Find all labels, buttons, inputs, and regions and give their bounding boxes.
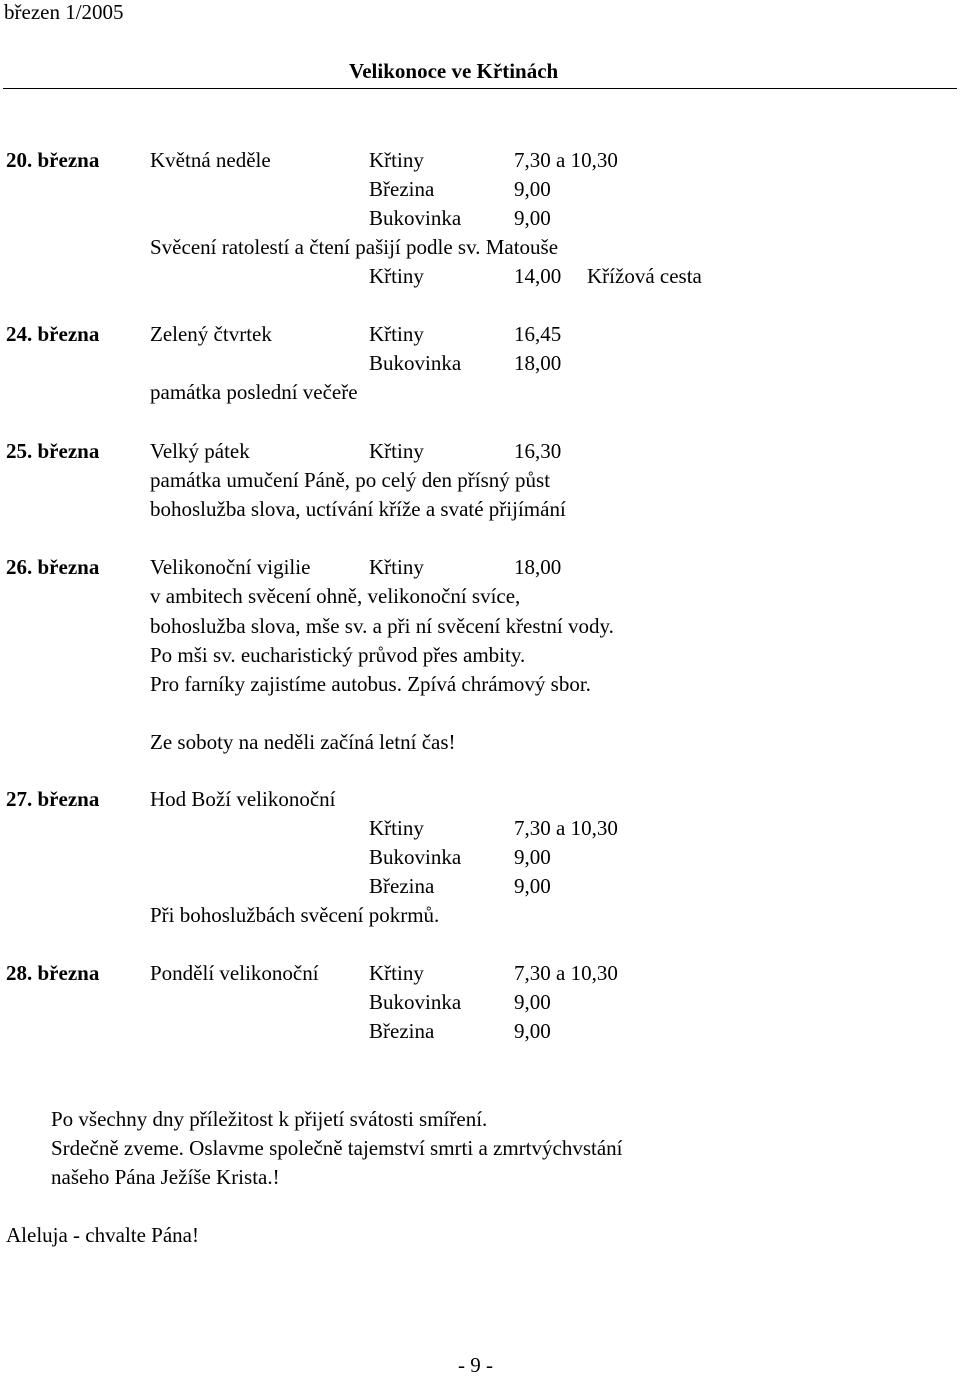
service-time: 9,00 (514, 845, 551, 869)
day-note: Při bohoslužbách svěcení pokrmů. (150, 903, 440, 927)
day-name: Velikonoční vigilie (150, 555, 311, 579)
day-note: v ambitech svěcení ohně, velikonoční svíce, (150, 584, 521, 608)
page-number: - 9 - (458, 1353, 493, 1377)
service-time: 7,30 a 10,30 (514, 148, 618, 172)
day-date: 25. března (6, 439, 100, 463)
service-place: Březina (369, 1019, 435, 1043)
day-note: Po mši sv. eucharistický průvod přes ambity. (150, 643, 526, 667)
day-name: Zelený čtvrtek (150, 322, 272, 346)
service-place: Březina (369, 177, 435, 201)
service-place: Křtiny (369, 322, 424, 346)
service-time: 16,45 (514, 322, 562, 346)
day-note: bohoslužba slova, uctívání kříže a svaté přijímání (150, 497, 566, 521)
service-place: Březina (369, 874, 435, 898)
service-time: 9,00 (514, 1019, 551, 1043)
service-time: 9,00 (514, 874, 551, 898)
day-name: Velký pátek (150, 439, 250, 463)
service-place: Křtiny (369, 816, 424, 840)
closing-line: Srdečně zveme. Oslavme společně tajemství smrti a zmrtvýchvstání (51, 1136, 623, 1160)
service-place: Křtiny (369, 555, 424, 579)
service-place: Křtiny (369, 961, 424, 985)
service-place: Křtiny (369, 439, 424, 463)
service-time: 14,00 (514, 264, 562, 288)
closing-line: Po všechny dny příležitost k přijetí svátosti smíření. (51, 1107, 488, 1131)
day-name: Pondělí velikonoční (150, 961, 319, 985)
service-place: Bukovinka (369, 351, 462, 375)
service-label: Křížová cesta (587, 264, 702, 288)
service-time: 7,30 a 10,30 (514, 816, 618, 840)
service-place: Křtiny (369, 264, 424, 288)
page-title: Velikonoce ve Křtinách (349, 59, 559, 83)
service-place: Bukovinka (369, 990, 462, 1014)
service-time: 7,30 a 10,30 (514, 961, 618, 985)
service-time: 9,00 (514, 206, 551, 230)
day-date: 20. března (6, 148, 100, 172)
day-note: Pro farníky zajistíme autobus. Zpívá chrámový sbor. (150, 672, 591, 696)
service-time: 18,00 (514, 351, 562, 375)
service-time: 9,00 (514, 177, 551, 201)
service-place: Bukovinka (369, 845, 462, 869)
day-date: 27. března (6, 787, 100, 811)
day-name: Hod Boží velikonoční (150, 787, 336, 811)
title-divider (3, 88, 957, 89)
day-date: 24. března (6, 322, 100, 346)
day-note: Ze soboty na neděli začíná letní čas! (150, 730, 456, 754)
alleluia-line: Aleluja - chvalte Pána! (6, 1223, 199, 1247)
day-note: bohoslužba slova, mše sv. a při ní svěcení křestní vody. (150, 614, 614, 638)
service-time: 16,30 (514, 439, 562, 463)
day-name: Květná neděle (150, 148, 271, 172)
closing-line: našeho Pána Ježíše Krista.! (51, 1165, 280, 1189)
day-date: 28. března (6, 961, 100, 985)
service-place: Bukovinka (369, 206, 462, 230)
day-date: 26. března (6, 555, 100, 579)
service-time: 9,00 (514, 990, 551, 1014)
service-place: Křtiny (369, 148, 424, 172)
day-note: Svěcení ratolestí a čtení pašijí podle sv. Matouše (150, 235, 559, 259)
service-time: 18,00 (514, 555, 562, 579)
day-note: památka poslední večeře (150, 380, 358, 404)
issue-label: březen 1/2005 (4, 0, 124, 24)
day-note: památka umučení Páně, po celý den přísný půst (150, 468, 551, 492)
